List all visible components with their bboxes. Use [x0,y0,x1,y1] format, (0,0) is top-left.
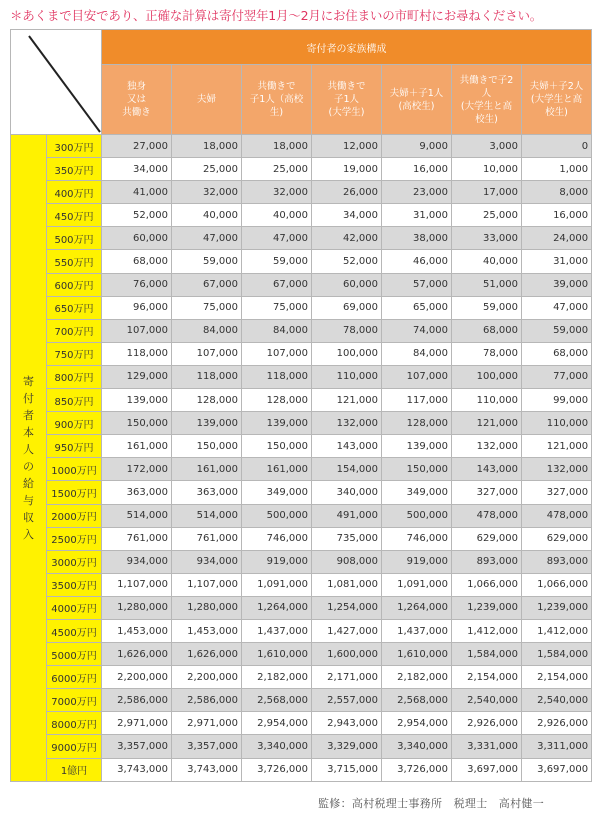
limit-value-cell: 121,000 [312,389,382,412]
column-header: 夫婦＋子1人 (高校生) [382,65,452,135]
table-row [11,689,592,712]
column-header: 共働きで 子1人（高校 生) [242,65,312,135]
limit-value-cell: 2,943,000 [312,712,382,735]
limit-value-cell: 59,000 [452,296,522,319]
limit-value-cell: 2,926,000 [452,712,522,735]
income-cell: 650万円 [47,296,102,319]
limit-value-cell: 107,000 [242,342,312,365]
limit-value-cell: 18,000 [242,135,312,158]
table-row [11,619,592,642]
limit-value-cell: 107,000 [102,319,172,342]
disclaimer-note: ＊あくまで目安であり、正確な計算は寄付翌年1月〜2月にお住まいの市町村にお尋ねください。 [10,8,543,23]
table-row [11,412,592,435]
limit-value-cell: 78,000 [312,319,382,342]
limit-value-cell: 3,726,000 [242,758,312,781]
limit-value-cell: 139,000 [382,435,452,458]
limit-value-cell: 3,357,000 [172,735,242,758]
limit-value-cell: 12,000 [312,135,382,158]
limit-value-cell: 1,437,000 [382,619,452,642]
donation-limit-table [10,29,592,782]
supervisor-credit: 監修：高村税理士事務所 税理士 高村健一 [318,797,544,810]
limit-value-cell: 143,000 [452,458,522,481]
limit-value-cell: 514,000 [172,504,242,527]
limit-value-cell: 761,000 [172,527,242,550]
limit-value-cell: 118,000 [172,365,242,388]
table-row [11,596,592,619]
limit-value-cell: 2,200,000 [172,666,242,689]
limit-value-cell: 76,000 [102,273,172,296]
limit-value-cell: 3,000 [452,135,522,158]
limit-value-cell: 3,331,000 [452,735,522,758]
limit-value-cell: 491,000 [312,504,382,527]
limit-value-cell: 2,568,000 [382,689,452,712]
income-cell: 450万円 [47,204,102,227]
limit-value-cell: 121,000 [452,412,522,435]
column-header: 夫婦 [172,65,242,135]
limit-value-cell: 919,000 [382,550,452,573]
limit-value-cell: 1,254,000 [312,596,382,619]
limit-value-cell: 2,586,000 [102,689,172,712]
limit-value-cell: 1,626,000 [172,643,242,666]
income-cell: 4500万円 [47,619,102,642]
table-row [11,666,592,689]
limit-value-cell: 934,000 [172,550,242,573]
limit-value-cell: 1,412,000 [522,619,592,642]
table-row [11,504,592,527]
limit-value-cell: 478,000 [522,504,592,527]
limit-value-cell: 1,066,000 [522,573,592,596]
limit-value-cell: 60,000 [312,273,382,296]
limit-value-cell: 1,610,000 [382,643,452,666]
limit-value-cell: 26,000 [312,181,382,204]
limit-value-cell: 746,000 [382,527,452,550]
limit-value-cell: 100,000 [452,365,522,388]
limit-value-cell: 65,000 [382,296,452,319]
table-row [11,389,592,412]
limit-value-cell: 478,000 [452,504,522,527]
limit-value-cell: 25,000 [452,204,522,227]
limit-value-cell: 1,626,000 [102,643,172,666]
corner-diagonal-line [11,30,102,134]
limit-value-cell: 761,000 [102,527,172,550]
limit-value-cell: 161,000 [172,458,242,481]
limit-value-cell: 51,000 [452,273,522,296]
limit-value-cell: 3,329,000 [312,735,382,758]
limit-value-cell: 75,000 [242,296,312,319]
table-row [11,735,592,758]
limit-value-cell: 84,000 [382,342,452,365]
table-row [11,296,592,319]
income-cell: 9000万円 [47,735,102,758]
limit-value-cell: 110,000 [452,389,522,412]
table-row [11,273,592,296]
table-row [11,365,592,388]
table-corner [11,30,102,135]
limit-value-cell: 2,954,000 [382,712,452,735]
income-cell: 2000万円 [47,504,102,527]
table-row [11,481,592,504]
limit-value-cell: 132,000 [452,435,522,458]
limit-value-cell: 39,000 [522,273,592,296]
limit-value-cell: 69,000 [312,296,382,319]
limit-value-cell: 2,154,000 [452,666,522,689]
limit-value-cell: 1,453,000 [172,619,242,642]
table-row [11,319,592,342]
limit-value-cell: 1,584,000 [452,643,522,666]
limit-value-cell: 349,000 [382,481,452,504]
limit-value-cell: 107,000 [172,342,242,365]
limit-value-cell: 47,000 [172,227,242,250]
limit-value-cell: 84,000 [172,319,242,342]
income-cell: 300万円 [47,135,102,158]
limit-value-cell: 3,743,000 [102,758,172,781]
family-composition-header: 寄付者の家族構成 [102,30,592,65]
table-row [11,250,592,273]
limit-value-cell: 84,000 [242,319,312,342]
table-row [11,712,592,735]
limit-value-cell: 139,000 [172,412,242,435]
limit-value-cell: 68,000 [102,250,172,273]
limit-value-cell: 96,000 [102,296,172,319]
table-body [11,135,592,782]
limit-value-cell: 143,000 [312,435,382,458]
table-row [11,643,592,666]
limit-value-cell: 500,000 [382,504,452,527]
limit-value-cell: 52,000 [312,250,382,273]
limit-value-cell: 1,107,000 [172,573,242,596]
limit-value-cell: 2,586,000 [172,689,242,712]
income-cell: 950万円 [47,435,102,458]
limit-value-cell: 340,000 [312,481,382,504]
limit-value-cell: 629,000 [522,527,592,550]
limit-value-cell: 1,264,000 [242,596,312,619]
limit-value-cell: 1,066,000 [452,573,522,596]
limit-value-cell: 27,000 [102,135,172,158]
limit-value-cell: 363,000 [172,481,242,504]
limit-value-cell: 1,412,000 [452,619,522,642]
limit-value-cell: 32,000 [242,181,312,204]
income-cell: 6000万円 [47,666,102,689]
limit-value-cell: 1,264,000 [382,596,452,619]
limit-value-cell: 78,000 [452,342,522,365]
limit-value-cell: 118,000 [102,342,172,365]
limit-value-cell: 934,000 [102,550,172,573]
limit-value-cell: 40,000 [452,250,522,273]
limit-value-cell: 1,239,000 [452,596,522,619]
limit-value-cell: 1,000 [522,158,592,181]
limit-value-cell: 161,000 [102,435,172,458]
limit-value-cell: 68,000 [522,342,592,365]
limit-value-cell: 107,000 [382,365,452,388]
limit-value-cell: 24,000 [522,227,592,250]
income-cell: 3500万円 [47,573,102,596]
limit-value-cell: 1,453,000 [102,619,172,642]
limit-value-cell: 40,000 [242,204,312,227]
income-cell: 700万円 [47,319,102,342]
table-row [11,527,592,550]
table-row [11,227,592,250]
limit-value-cell: 25,000 [172,158,242,181]
income-cell: 8000万円 [47,712,102,735]
limit-value-cell: 139,000 [242,412,312,435]
limit-value-cell: 2,540,000 [522,689,592,712]
limit-value-cell: 100,000 [312,342,382,365]
limit-value-cell: 2,568,000 [242,689,312,712]
limit-value-cell: 150,000 [242,435,312,458]
limit-value-cell: 3,340,000 [242,735,312,758]
limit-value-cell: 8,000 [522,181,592,204]
income-cell: 7000万円 [47,689,102,712]
limit-value-cell: 1,280,000 [172,596,242,619]
income-cell: 2500万円 [47,527,102,550]
limit-value-cell: 34,000 [312,204,382,227]
limit-value-cell: 919,000 [242,550,312,573]
limit-value-cell: 16,000 [522,204,592,227]
column-header: 共働きで子2 人 (大学生と高 校生) [452,65,522,135]
limit-value-cell: 1,091,000 [242,573,312,596]
income-cell: 350万円 [47,158,102,181]
table-row [11,158,592,181]
limit-value-cell: 3,715,000 [312,758,382,781]
income-cell: 5000万円 [47,643,102,666]
limit-value-cell: 2,971,000 [172,712,242,735]
limit-value-cell: 1,081,000 [312,573,382,596]
limit-value-cell: 2,154,000 [522,666,592,689]
income-cell: 400万円 [47,181,102,204]
limit-value-cell: 1,239,000 [522,596,592,619]
limit-value-cell: 1,427,000 [312,619,382,642]
limit-value-cell: 893,000 [522,550,592,573]
limit-value-cell: 118,000 [242,365,312,388]
limit-value-cell: 2,557,000 [312,689,382,712]
limit-value-cell: 3,340,000 [382,735,452,758]
limit-value-cell: 67,000 [242,273,312,296]
limit-value-cell: 2,540,000 [452,689,522,712]
limit-value-cell: 1,091,000 [382,573,452,596]
limit-value-cell: 2,926,000 [522,712,592,735]
limit-value-cell: 500,000 [242,504,312,527]
limit-value-cell: 68,000 [452,319,522,342]
limit-value-cell: 3,726,000 [382,758,452,781]
limit-value-cell: 3,697,000 [522,758,592,781]
table-row [11,181,592,204]
limit-value-cell: 3,697,000 [452,758,522,781]
limit-value-cell: 18,000 [172,135,242,158]
limit-value-cell: 349,000 [242,481,312,504]
limit-value-cell: 23,000 [382,181,452,204]
limit-value-cell: 42,000 [312,227,382,250]
limit-value-cell: 2,954,000 [242,712,312,735]
limit-value-cell: 514,000 [102,504,172,527]
limit-value-cell: 1,437,000 [242,619,312,642]
income-axis-label [11,135,47,782]
limit-value-cell: 908,000 [312,550,382,573]
limit-value-cell: 67,000 [172,273,242,296]
limit-value-cell: 363,000 [102,481,172,504]
limit-value-cell: 327,000 [452,481,522,504]
limit-value-cell: 117,000 [382,389,452,412]
limit-value-cell: 77,000 [522,365,592,388]
income-cell: 1億円 [47,758,102,781]
limit-value-cell: 2,200,000 [102,666,172,689]
limit-value-cell: 132,000 [522,458,592,481]
limit-value-cell: 17,000 [452,181,522,204]
limit-value-cell: 1,600,000 [312,643,382,666]
limit-value-cell: 41,000 [102,181,172,204]
column-header: 夫婦＋子2人 (大学生と高 校生) [522,65,592,135]
limit-value-cell: 2,971,000 [102,712,172,735]
table-row [11,550,592,573]
limit-value-cell: 132,000 [312,412,382,435]
limit-value-cell: 52,000 [102,204,172,227]
limit-value-cell: 128,000 [172,389,242,412]
table-row [11,204,592,227]
limit-value-cell: 110,000 [522,412,592,435]
income-cell: 800万円 [47,365,102,388]
limit-value-cell: 9,000 [382,135,452,158]
limit-value-cell: 3,311,000 [522,735,592,758]
income-cell: 750万円 [47,342,102,365]
limit-value-cell: 99,000 [522,389,592,412]
income-cell: 1500万円 [47,481,102,504]
limit-value-cell: 19,000 [312,158,382,181]
limit-value-cell: 33,000 [452,227,522,250]
table-row [11,135,592,158]
limit-value-cell: 110,000 [312,365,382,388]
limit-value-cell: 59,000 [242,250,312,273]
limit-value-cell: 3,357,000 [102,735,172,758]
column-header: 独身 又は 共働き [102,65,172,135]
income-cell: 1000万円 [47,458,102,481]
limit-value-cell: 746,000 [242,527,312,550]
limit-value-cell: 38,000 [382,227,452,250]
income-cell: 550万円 [47,250,102,273]
limit-value-cell: 161,000 [242,458,312,481]
limit-value-cell: 2,182,000 [242,666,312,689]
limit-value-cell: 31,000 [382,204,452,227]
table-row [11,435,592,458]
limit-value-cell: 59,000 [172,250,242,273]
limit-value-cell: 75,000 [172,296,242,319]
limit-value-cell: 2,182,000 [382,666,452,689]
limit-value-cell: 128,000 [242,389,312,412]
income-cell: 3000万円 [47,550,102,573]
income-cell: 900万円 [47,412,102,435]
limit-value-cell: 46,000 [382,250,452,273]
limit-value-cell: 735,000 [312,527,382,550]
limit-value-cell: 32,000 [172,181,242,204]
limit-value-cell: 150,000 [102,412,172,435]
table-row [11,573,592,596]
limit-value-cell: 59,000 [522,319,592,342]
limit-value-cell: 60,000 [102,227,172,250]
limit-value-cell: 1,107,000 [102,573,172,596]
column-header: 共働きで 子1人 (大学生) [312,65,382,135]
limit-value-cell: 150,000 [172,435,242,458]
limit-value-cell: 1,584,000 [522,643,592,666]
limit-value-cell: 893,000 [452,550,522,573]
limit-value-cell: 1,280,000 [102,596,172,619]
limit-value-cell: 3,743,000 [172,758,242,781]
limit-value-cell: 10,000 [452,158,522,181]
limit-value-cell: 57,000 [382,273,452,296]
limit-value-cell: 629,000 [452,527,522,550]
limit-value-cell: 150,000 [382,458,452,481]
limit-value-cell: 25,000 [242,158,312,181]
limit-value-cell: 40,000 [172,204,242,227]
limit-value-cell: 74,000 [382,319,452,342]
limit-value-cell: 16,000 [382,158,452,181]
income-cell: 600万円 [47,273,102,296]
limit-value-cell: 172,000 [102,458,172,481]
table-row [11,458,592,481]
income-cell: 850万円 [47,389,102,412]
limit-value-cell: 1,610,000 [242,643,312,666]
limit-value-cell: 2,171,000 [312,666,382,689]
limit-value-cell: 128,000 [382,412,452,435]
limit-value-cell: 31,000 [522,250,592,273]
limit-value-cell: 154,000 [312,458,382,481]
limit-value-cell: 34,000 [102,158,172,181]
limit-value-cell: 121,000 [522,435,592,458]
limit-value-cell: 327,000 [522,481,592,504]
income-cell: 4000万円 [47,596,102,619]
limit-value-cell: 0 [522,135,592,158]
table-row [11,342,592,365]
table-row [11,758,592,781]
income-axis-label-text: 寄付者本人の給与収入 [23,374,34,541]
limit-value-cell: 47,000 [522,296,592,319]
limit-value-cell: 47,000 [242,227,312,250]
limit-value-cell: 129,000 [102,365,172,388]
limit-value-cell: 139,000 [102,389,172,412]
income-cell: 500万円 [47,227,102,250]
